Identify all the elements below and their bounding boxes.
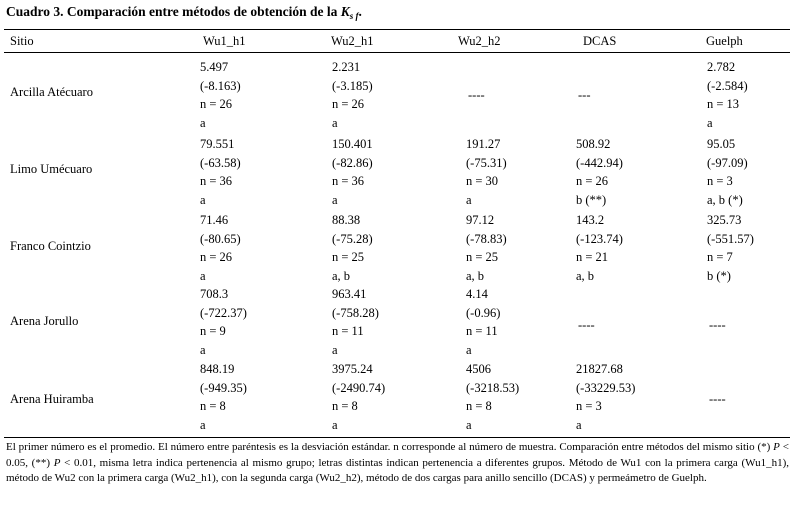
empty-cell-dash: ---- [468, 88, 485, 102]
cell-n: n = 11 [332, 324, 364, 339]
column-header-1: Wu1_h1 [203, 34, 246, 48]
cell-n: n = 8 [332, 399, 358, 414]
title-subscript: s f [349, 11, 359, 21]
cell-sd: (-75.31) [466, 155, 507, 170]
cell-mean: 2.231 [332, 60, 361, 74]
cell-n: n = 36 [200, 174, 233, 189]
cell-mean: 4.14 [466, 287, 488, 301]
cell-sd: (-82.86) [332, 155, 373, 170]
column-header-5: Guelph [706, 34, 743, 48]
empty-cell-dash: --- [578, 88, 591, 102]
cell-n: n = 8 [200, 399, 226, 414]
cell-group: a [332, 115, 338, 130]
empty-cell-dash: ---- [709, 392, 726, 406]
column-header-0: Sitio [10, 34, 34, 48]
cell-n: n = 9 [200, 324, 226, 339]
table-cell [200, 285, 247, 359]
column-header-3: Wu2_h2 [458, 34, 501, 48]
cell-sd: (-3218.53) [466, 380, 520, 395]
table-cell [332, 285, 379, 359]
cell-n: n = 13 [707, 97, 740, 112]
empty-cell-dash: ---- [578, 318, 595, 332]
cell-group: a [332, 417, 338, 432]
cell-sd: (-75.28) [332, 231, 373, 246]
cell-mean: 97.12 [466, 213, 495, 227]
table-cell [466, 135, 507, 209]
table-cell [332, 360, 385, 434]
bottom-rule [4, 437, 790, 438]
cell-mean: 963.41 [332, 287, 367, 301]
cell-group: a, b (*) [707, 192, 743, 207]
cell-n: n = 26 [332, 97, 365, 112]
cell-mean: 88.38 [332, 213, 361, 227]
cell-mean: 848.19 [200, 362, 235, 376]
table-cell [576, 360, 635, 434]
cell-group: a [576, 417, 582, 432]
title-symbol: K [340, 4, 350, 19]
cell-group: a [200, 268, 206, 283]
cell-sd: (-0.96) [466, 305, 501, 320]
cell-group: a [200, 115, 206, 130]
cell-sd: (-2.584) [707, 78, 748, 93]
cell-mean: 143.2 [576, 213, 605, 227]
cell-group: a [200, 342, 206, 357]
table-cell [707, 211, 754, 285]
cell-sd: (-2490.74) [332, 380, 386, 395]
cell-n: n = 30 [466, 174, 499, 189]
cell-mean: 95.05 [707, 137, 736, 151]
top-rule [4, 29, 790, 30]
cell-group: a [707, 115, 713, 130]
cell-n: n = 25 [332, 250, 365, 265]
table-cell [200, 58, 241, 132]
cell-group: b (*) [707, 268, 731, 283]
cell-group: a [466, 417, 472, 432]
cell-sd: (-63.58) [200, 155, 241, 170]
cell-sd: (-80.65) [200, 231, 241, 246]
footnote-part3: < 0.01, misma letra indica pertenencia al mismo grupo; letras distintas indican pertenencia a diferentes grupos. Método de Wu1 con la primera carga (Wu1_h1), método de Wu2 con la primera carga (Wu2_h1), con la segunda carga (Wu2_h2), método de dos cargas para anillo sencillo (DCAS) y permeámetro de Guelph. [6, 456, 789, 484]
table-cell [466, 285, 500, 359]
cell-mean: 3975.24 [332, 362, 373, 376]
cell-group: a [332, 342, 338, 357]
cell-group: b (**) [576, 192, 607, 207]
cell-mean: 191.27 [466, 137, 501, 151]
cell-group: a, b [466, 268, 485, 283]
column-header-4: DCAS [583, 34, 617, 48]
cell-sd: (-123.74) [576, 231, 623, 246]
footnote-part1: El primer número es el promedio. El número entre paréntesis es la desviación estándar. n corresponde al número de muestra. Comparación entre métodos del mismo sitio (*) [6, 441, 774, 453]
cell-sd: (-97.09) [707, 155, 748, 170]
cell-group: a [466, 342, 472, 357]
cell-group: a [200, 192, 206, 207]
cell-sd: (-758.28) [332, 305, 379, 320]
site-label: Arena Huiramba [10, 392, 94, 406]
cell-n: n = 3 [576, 399, 602, 414]
table-cell [466, 360, 519, 434]
site-label: Franco Cointzio [10, 239, 91, 253]
cell-sd: (-8.163) [200, 78, 241, 93]
table-cell [576, 135, 623, 209]
cell-n: n = 11 [466, 324, 498, 339]
empty-cell-dash: ---- [709, 318, 726, 332]
title-text: Cuadro 3. Comparación entre métodos de obtención de la [6, 4, 341, 19]
cell-sd: (-78.83) [466, 231, 507, 246]
cell-group: a, b [332, 268, 351, 283]
table-cell [576, 211, 623, 285]
cell-group: a [200, 417, 206, 432]
cell-group: a [466, 192, 472, 207]
cell-sd: (-949.35) [200, 380, 247, 395]
cell-n: n = 26 [200, 250, 233, 265]
cell-n: n = 21 [576, 250, 609, 265]
column-header-2: Wu2_h1 [331, 34, 374, 48]
cell-n: n = 25 [466, 250, 499, 265]
cell-mean: 150.401 [332, 137, 373, 151]
cell-mean: 4506 [466, 362, 491, 376]
cell-mean: 708.3 [200, 287, 229, 301]
cell-sd: (-722.37) [200, 305, 247, 320]
table-cell [200, 211, 241, 285]
cell-sd: (-442.94) [576, 155, 623, 170]
footnote-p2: P [53, 456, 61, 469]
cell-n: n = 7 [707, 250, 733, 265]
cell-mean: 21827.68 [576, 362, 623, 376]
table-title [6, 4, 362, 21]
footnote-part2: < 0.05, (**) [6, 441, 789, 469]
cell-n: n = 3 [707, 174, 733, 189]
cell-sd: (-551.57) [707, 231, 754, 246]
table-cell [332, 211, 373, 285]
footnote [6, 440, 789, 487]
cell-mean: 325.73 [707, 213, 742, 227]
cell-group: a, b [576, 268, 595, 283]
cell-sd: (-3.185) [332, 78, 373, 93]
cell-mean: 79.551 [200, 137, 235, 151]
cell-mean: 2.782 [707, 60, 736, 74]
footnote-p1: P [773, 441, 780, 453]
cell-n: n = 8 [466, 399, 492, 414]
table-cell [707, 58, 748, 132]
site-label: Arcilla Atécuaro [10, 85, 93, 99]
site-label: Limo Umécuaro [10, 162, 93, 176]
table-cell [332, 135, 373, 209]
site-label: Arena Jorullo [10, 314, 79, 328]
cell-sd: (-33229.53) [576, 380, 636, 395]
header-rule [4, 52, 790, 53]
cell-mean: 508.92 [576, 137, 611, 151]
table-cell [200, 135, 241, 209]
cell-n: n = 26 [576, 174, 609, 189]
cell-n: n = 36 [332, 174, 365, 189]
table-cell [466, 211, 507, 285]
title-end: . [358, 4, 362, 19]
cell-n: n = 26 [200, 97, 233, 112]
cell-group: a [332, 192, 338, 207]
cell-mean: 71.46 [200, 213, 229, 227]
cell-mean: 5.497 [200, 60, 229, 74]
table-cell [200, 360, 247, 434]
table-cell [332, 58, 373, 132]
table-cell [707, 135, 748, 209]
